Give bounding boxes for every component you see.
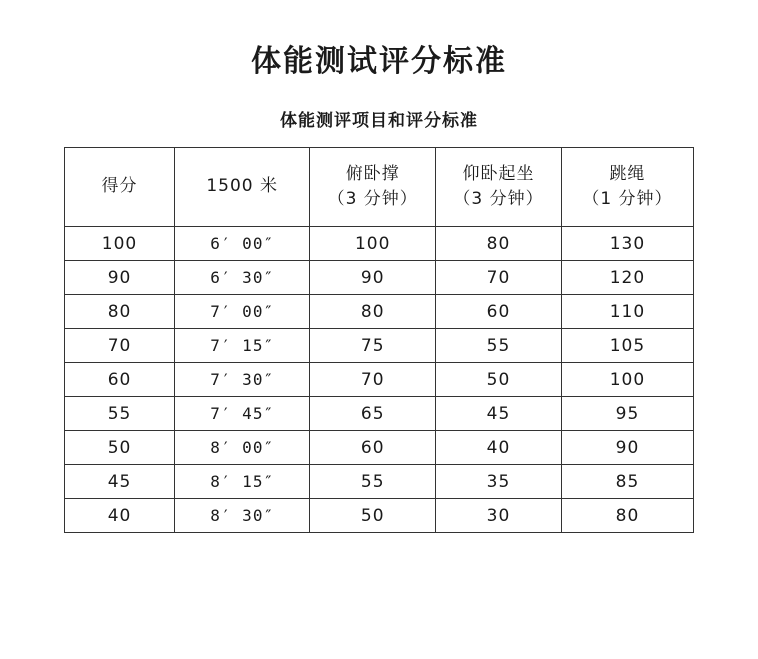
cell-situps: 30	[436, 499, 562, 533]
cell-rope: 80	[561, 499, 693, 533]
table-row	[65, 499, 694, 533]
cell-situps: 55	[436, 329, 562, 363]
cell-situps: 60	[436, 295, 562, 329]
table-row	[65, 431, 694, 465]
cell-run1500: 8′ 30″	[175, 499, 310, 533]
column-header-rope-line1: 跳绳	[609, 163, 646, 184]
cell-score: 80	[65, 295, 175, 329]
column-header-pushups	[310, 148, 436, 227]
column-header-rope	[561, 148, 693, 227]
cell-score: 50	[65, 431, 175, 465]
cell-situps: 35	[436, 465, 562, 499]
column-header-situps	[436, 148, 562, 227]
cell-run1500: 7′ 00″	[175, 295, 310, 329]
cell-rope: 95	[561, 397, 693, 431]
cell-score: 70	[65, 329, 175, 363]
cell-rope: 85	[561, 465, 693, 499]
cell-score: 100	[65, 227, 175, 261]
table-row	[65, 329, 694, 363]
cell-pushups: 90	[310, 261, 436, 295]
cell-situps: 45	[436, 397, 562, 431]
table-row	[65, 465, 694, 499]
cell-rope: 105	[561, 329, 693, 363]
column-header-score-line1: 得分	[101, 176, 138, 197]
document-page	[0, 44, 758, 659]
column-header-run1500	[175, 148, 310, 227]
cell-score: 90	[65, 261, 175, 295]
cell-situps: 80	[436, 227, 562, 261]
cell-rope: 130	[561, 227, 693, 261]
cell-situps: 40	[436, 431, 562, 465]
cell-pushups: 70	[310, 363, 436, 397]
table-row	[65, 227, 694, 261]
cell-score: 55	[65, 397, 175, 431]
cell-rope: 100	[561, 363, 693, 397]
cell-pushups: 100	[310, 227, 436, 261]
cell-score: 45	[65, 465, 175, 499]
table-row	[65, 295, 694, 329]
table-row	[65, 261, 694, 295]
cell-pushups: 55	[310, 465, 436, 499]
cell-run1500: 7′ 30″	[175, 363, 310, 397]
table-body	[65, 227, 694, 533]
cell-run1500: 8′ 15″	[175, 465, 310, 499]
cell-score: 60	[65, 363, 175, 397]
cell-score: 40	[65, 499, 175, 533]
cell-rope: 90	[561, 431, 693, 465]
cell-run1500: 7′ 45″	[175, 397, 310, 431]
score-table-container	[64, 147, 694, 533]
cell-pushups: 60	[310, 431, 436, 465]
page-title: 体能测试评分标准	[251, 44, 507, 79]
column-header-situps-line1: 仰卧起坐	[462, 163, 535, 184]
cell-situps: 50	[436, 363, 562, 397]
table-row	[65, 363, 694, 397]
column-header-pushups-line1: 俯卧撑	[345, 163, 400, 184]
cell-run1500: 6′ 30″	[175, 261, 310, 295]
page-subtitle: 体能测评项目和评分标准	[280, 111, 478, 131]
cell-rope: 120	[561, 261, 693, 295]
cell-run1500: 8′ 00″	[175, 431, 310, 465]
column-header-pushups-line2: （3 分钟）	[327, 189, 418, 209]
table-header-row	[65, 148, 694, 227]
cell-pushups: 75	[310, 329, 436, 363]
cell-pushups: 80	[310, 295, 436, 329]
table-row	[65, 397, 694, 431]
cell-run1500: 7′ 15″	[175, 329, 310, 363]
column-header-score	[65, 148, 175, 227]
cell-run1500: 6′ 00″	[175, 227, 310, 261]
column-header-run1500-line1: 1500 米	[206, 176, 279, 197]
cell-pushups: 50	[310, 499, 436, 533]
score-standards-table	[64, 147, 694, 533]
column-header-situps-line2: （3 分钟）	[453, 189, 544, 209]
table-header	[65, 148, 694, 227]
cell-rope: 110	[561, 295, 693, 329]
cell-pushups: 65	[310, 397, 436, 431]
column-header-rope-line2: （1 分钟）	[582, 189, 673, 209]
cell-situps: 70	[436, 261, 562, 295]
